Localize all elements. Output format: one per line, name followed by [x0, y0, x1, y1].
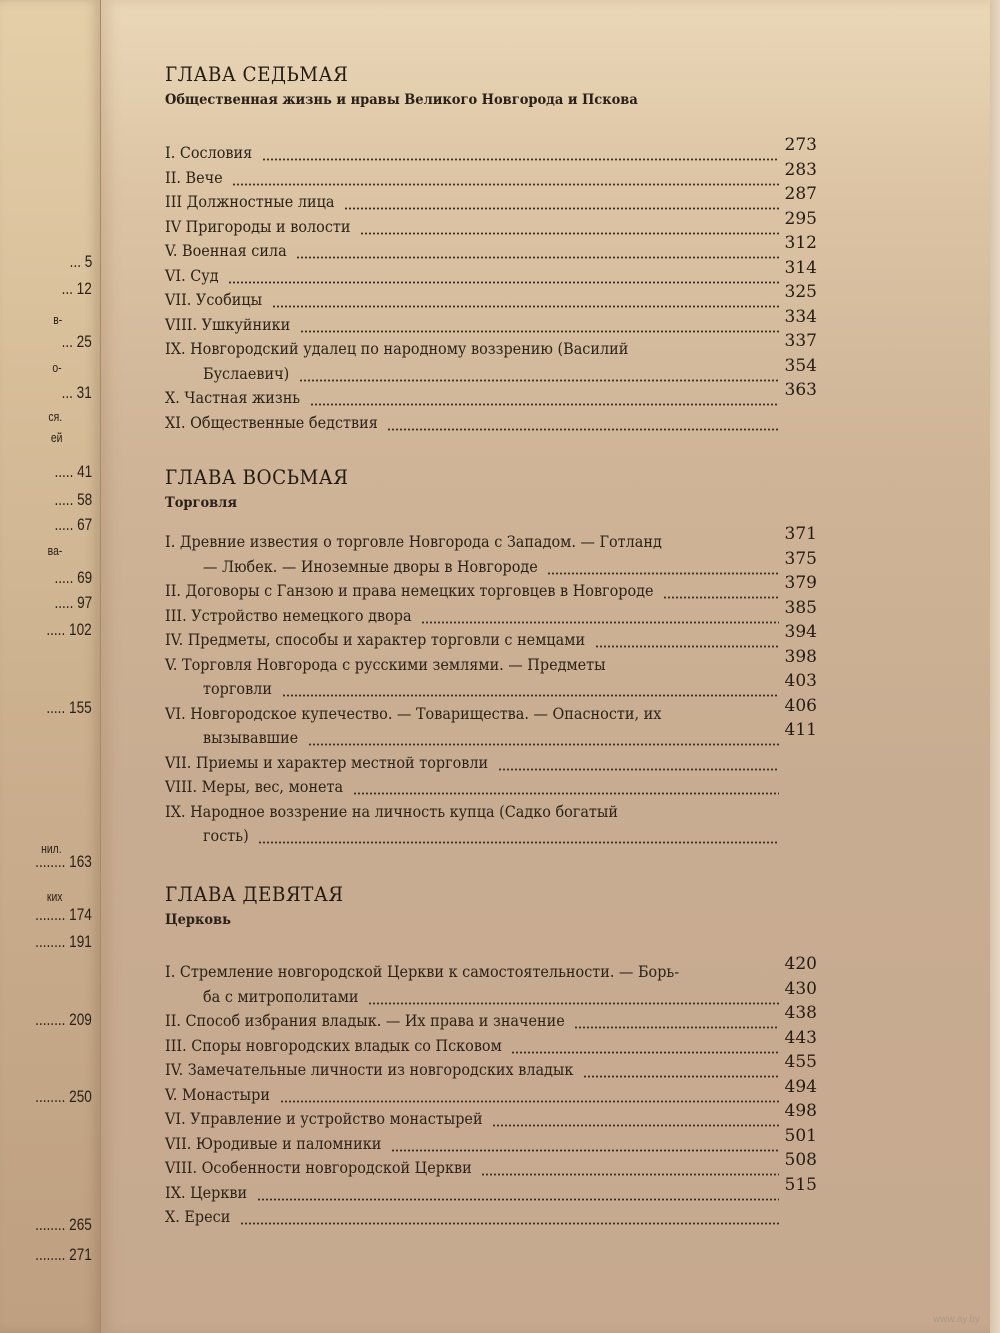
- page-number: 354: [784, 355, 817, 376]
- entry-title: IX. Новгородский удалец по народному воззрению (Василий: [165, 339, 629, 358]
- leader-dots: [387, 428, 779, 431]
- toc-entry[interactable]: [165, 241, 805, 265]
- page-number: 455: [784, 1052, 817, 1072]
- chapter-7-heading: [165, 62, 805, 108]
- page-number: 403: [784, 671, 817, 691]
- leader-dots: [280, 1100, 779, 1103]
- toc-entry[interactable]: [165, 630, 805, 654]
- leader-dots: [272, 305, 779, 308]
- leader-dots: [663, 596, 779, 599]
- left-page-text-fragment: ких: [46, 889, 62, 904]
- chapter-9-heading: [165, 882, 805, 928]
- left-page-text-fragment: ей: [50, 430, 62, 445]
- chapter-title: ГЛАВА ДЕВЯТАЯ: [165, 882, 344, 906]
- page-number: 438: [784, 1003, 817, 1023]
- toc-entry-continuation[interactable]: [165, 728, 805, 752]
- toc-entry[interactable]: [165, 1207, 805, 1231]
- left-page-number: ..... 58: [54, 490, 92, 509]
- toc-entry[interactable]: [165, 1060, 805, 1084]
- page-number: 325: [784, 282, 817, 302]
- toc-entry[interactable]: [165, 266, 805, 290]
- page-number: 379: [784, 573, 817, 593]
- toc-entry[interactable]: [165, 388, 805, 412]
- leader-dots: [353, 792, 779, 795]
- left-page-number: ..... 41: [54, 462, 92, 481]
- left-page-number: ........ 174: [35, 905, 92, 924]
- page-number: 494: [784, 1076, 817, 1097]
- left-page-number: ... 25: [61, 332, 92, 351]
- left-page: [0, 0, 101, 1333]
- page-number: 394: [784, 622, 817, 642]
- toc-entry[interactable]: [165, 1134, 805, 1158]
- left-page-number: ........ 265: [35, 1215, 92, 1234]
- leader-dots: [547, 572, 779, 575]
- toc-entry-continuation[interactable]: [165, 987, 805, 1011]
- entry-title-continuation: — Любек. — Иноземные дворы в Новгороде: [203, 556, 538, 576]
- leader-dots: [344, 207, 779, 210]
- leader-dots: [308, 743, 779, 746]
- toc-entry[interactable]: [165, 1085, 805, 1109]
- leader-dots: [299, 379, 779, 382]
- toc-entry-continuation[interactable]: [165, 679, 805, 703]
- left-page-number: ........ 271: [35, 1245, 92, 1264]
- entry-title-continuation: торговли: [203, 679, 272, 698]
- leader-dots: [492, 1124, 779, 1127]
- entry-title: IX. Церкви: [165, 1182, 248, 1202]
- left-page-number: ..... 97: [54, 593, 92, 612]
- left-page-number: ........ 209: [35, 1010, 92, 1029]
- leader-dots: [421, 621, 779, 624]
- toc-entry[interactable]: [165, 581, 805, 605]
- entry-title-continuation: Буслаевич): [203, 363, 290, 383]
- left-page-text-fragment: в-: [53, 312, 62, 327]
- entry-title: VIII. Меры, вес, монета: [165, 777, 344, 796]
- toc-entry[interactable]: [165, 315, 805, 339]
- page-number: 295: [784, 208, 817, 229]
- chapter-subtitle: Общественная жизнь и нравы Великого Новгорода и Пскова: [165, 92, 638, 108]
- entry-title: VII. Усобицы: [165, 290, 263, 309]
- entry-title: X. Ереси: [165, 1207, 231, 1226]
- chapter-title: ГЛАВА ВОСЬМАЯ: [165, 465, 349, 489]
- entry-title: XI. Общественные бедствия: [165, 412, 378, 432]
- toc-entry[interactable]: [165, 339, 805, 363]
- leader-dots: [310, 403, 779, 406]
- page-number: 501: [784, 1125, 817, 1146]
- page-number: 515: [784, 1174, 817, 1195]
- toc-entry[interactable]: [165, 753, 805, 777]
- leader-dots: [368, 1002, 779, 1005]
- entry-title: VII. Юродивые и паломники: [165, 1133, 382, 1153]
- toc-entry[interactable]: [165, 290, 805, 314]
- entry-title: III. Споры новгородских владык со Псковом: [165, 1035, 502, 1055]
- leader-dots: [258, 841, 779, 844]
- toc-entry[interactable]: [165, 413, 805, 437]
- leader-dots: [574, 1026, 779, 1029]
- entry-title: VI. Новгородское купечество. — Товарищества. — Опасности, их: [165, 703, 662, 723]
- entry-title: II. Договоры с Ганзою и права немецких торговцев в Новгороде: [165, 581, 654, 600]
- left-page-number: ........ 163: [35, 852, 92, 871]
- toc-entry-continuation[interactable]: [165, 557, 805, 581]
- left-page-number: ... 31: [61, 383, 92, 402]
- entry-title: III Должностные лица: [165, 192, 335, 211]
- entry-title: IX. Народное воззрение на личность купца (Садко богатый: [165, 801, 618, 821]
- entry-title: VIII. Особенности новгородской Церкви: [165, 1158, 472, 1177]
- entry-title: V. Военная сила: [165, 241, 287, 260]
- toc-entry[interactable]: [165, 217, 805, 241]
- chapter-8-heading: [165, 465, 805, 511]
- toc-entry[interactable]: [165, 1109, 805, 1133]
- leader-dots: [481, 1173, 779, 1176]
- toc-entry[interactable]: [165, 532, 805, 556]
- page-number: 312: [784, 233, 817, 253]
- left-page-number: ... 5: [69, 252, 92, 271]
- entry-title: VIII. Ушкуйники: [165, 314, 291, 334]
- page-number: 443: [784, 1027, 817, 1048]
- entry-title-continuation: ба с митрополитами: [203, 986, 359, 1006]
- left-page-number: ..... 69: [54, 568, 92, 587]
- leader-dots: [232, 183, 779, 186]
- page-number: 420: [784, 954, 817, 974]
- left-page-number: ..... 155: [46, 698, 92, 717]
- chapter-subtitle: Торговля: [165, 495, 237, 511]
- entry-title: VI. Управление и устройство монастырей: [165, 1109, 483, 1128]
- toc-entry[interactable]: [165, 777, 805, 801]
- page-number: 385: [784, 597, 817, 618]
- left-page-text-fragment: ся.: [48, 409, 62, 424]
- leader-dots: [282, 694, 779, 697]
- left-page-number: ..... 102: [46, 620, 92, 639]
- leader-dots: [583, 1075, 779, 1078]
- watermark: www.ay.by: [932, 1314, 980, 1325]
- left-page-number: ..... 67: [54, 515, 92, 534]
- page-number: 273: [784, 135, 817, 155]
- entry-title: IV. Предметы, способы и характер торговли с немцами: [165, 630, 586, 649]
- leader-dots: [595, 645, 779, 648]
- toc-entry-continuation[interactable]: [165, 826, 805, 850]
- entry-title: II. Вече: [165, 167, 223, 187]
- page-edge: [990, 0, 1000, 1333]
- entry-title: V. Монастыри: [165, 1084, 270, 1104]
- left-page-number: ........ 250: [35, 1087, 92, 1106]
- left-page-text-fragment: ва-: [47, 543, 62, 558]
- page-number: 375: [784, 548, 817, 569]
- leader-dots: [391, 1149, 779, 1152]
- entry-title: VII. Приемы и характер местной торговли: [165, 752, 489, 772]
- entry-title: V. Торговля Новгорода с русскими землями. — Предметы: [165, 654, 606, 674]
- toc-entry[interactable]: [165, 1158, 805, 1182]
- page-number: 406: [784, 695, 817, 716]
- toc-entry[interactable]: [165, 1036, 805, 1060]
- leader-dots: [360, 232, 779, 235]
- entry-title: X. Частная жизнь: [165, 388, 301, 407]
- chapter-subtitle: Церковь: [165, 912, 231, 928]
- entry-title-continuation: гость): [203, 826, 249, 845]
- toc-entry[interactable]: [165, 1183, 805, 1207]
- entry-title: III. Устройство немецкого двора: [165, 605, 412, 625]
- left-page-text-fragment: о-: [52, 360, 62, 375]
- leader-dots: [228, 281, 779, 284]
- entry-title: IV Пригороды и волости: [165, 216, 351, 236]
- page-number: 283: [784, 159, 817, 180]
- leader-dots: [296, 256, 779, 259]
- page-number: 363: [784, 380, 817, 400]
- entry-title: I. Сословия: [165, 143, 253, 162]
- chapter-title: ГЛАВА СЕДЬМАЯ: [165, 62, 349, 86]
- toc-entry[interactable]: [165, 143, 805, 167]
- leader-dots: [511, 1051, 779, 1054]
- left-page-text-fragment: нил.: [41, 841, 62, 856]
- toc-entry[interactable]: [165, 606, 805, 630]
- toc-entry[interactable]: [165, 655, 805, 679]
- toc-entry-continuation[interactable]: [165, 364, 805, 388]
- page-number: 337: [784, 331, 817, 351]
- leader-dots: [300, 330, 779, 333]
- toc-entry[interactable]: [165, 962, 805, 986]
- page-number: 398: [784, 646, 817, 667]
- entry-title-continuation: вызывавшие: [203, 728, 299, 747]
- entry-title: IV. Замечательные личности из новгородских владык: [165, 1060, 574, 1079]
- leader-dots: [498, 768, 779, 771]
- toc-entry[interactable]: [165, 802, 805, 826]
- toc-entry[interactable]: [165, 168, 805, 192]
- toc-entry[interactable]: [165, 192, 805, 216]
- page-number: 430: [784, 978, 817, 999]
- leader-dots: [240, 1222, 779, 1225]
- page-number: 334: [784, 306, 817, 327]
- entry-title: I. Древние известия о торговле Новгорода с Западом. — Готланд: [165, 532, 662, 551]
- page-number: 508: [784, 1150, 817, 1170]
- left-page-number: ... 12: [61, 279, 92, 298]
- toc-entry[interactable]: [165, 1011, 805, 1035]
- left-page-number: ........ 191: [35, 932, 92, 951]
- page-number: 371: [784, 524, 817, 544]
- page-number: 314: [784, 257, 817, 278]
- entry-title: II. Способ избрания владык. — Их права и значение: [165, 1011, 565, 1030]
- leader-dots: [257, 1198, 779, 1201]
- page-number: 411: [784, 720, 817, 740]
- page-number: 287: [784, 184, 817, 204]
- toc-entry[interactable]: [165, 704, 805, 728]
- entry-title: VI. Суд: [165, 265, 219, 285]
- leader-dots: [262, 158, 779, 161]
- entry-title: I. Стремление новгородской Церкви к самостоятельности. — Борь-: [165, 962, 680, 981]
- page-number: 498: [784, 1101, 817, 1121]
